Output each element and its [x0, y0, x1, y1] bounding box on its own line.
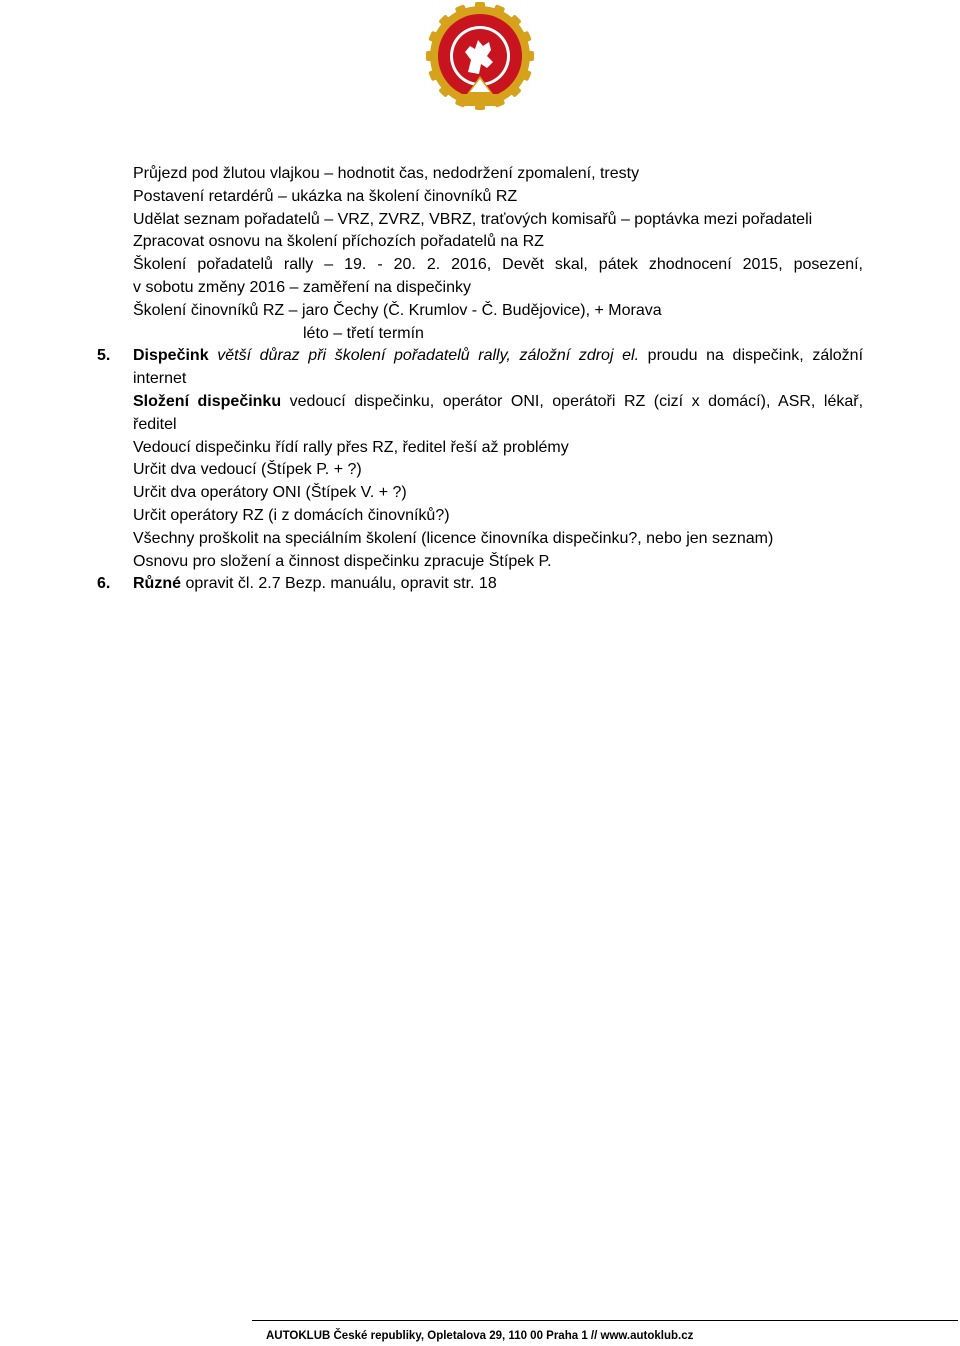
text-line — [0, 368, 960, 391]
item-5-number: 5. — [97, 347, 111, 365]
line-text: ředitel — [133, 415, 177, 433]
page-footer: AUTOKLUB České republiky, Opletalova 29, 110 00 Praha 1 // www.autoklub.cz — [266, 1330, 694, 1342]
line-text: Určit dva vedoucí (Štípek P. + ?) — [133, 461, 362, 479]
item-6-number: 6. — [97, 575, 111, 593]
line-text: v sobotu změny 2016 – zaměření na dispečinky — [133, 278, 471, 296]
text-line — [0, 551, 960, 574]
text-line — [0, 505, 960, 528]
autoklub-logo — [423, 2, 537, 114]
footer-divider — [252, 1320, 958, 1321]
line-text: Udělat seznam pořadatelů – VRZ, ZVRZ, VBRZ, traťových komisařů – poptávka mezi pořadateli — [133, 210, 813, 228]
text-line — [0, 186, 960, 209]
line-text: Průjezd pod žlutou vlajkou – hodnotit čas, nedodržení zpomalení, tresty — [133, 165, 640, 182]
line-text: Školení pořadatelů rally – 19. - 20. 2. 2016, Devět skal, pátek zhodnocení 2015, posezení, — [133, 256, 863, 274]
text-line — [0, 209, 960, 232]
text-line — [0, 459, 960, 482]
composition-text — [133, 391, 863, 414]
text-line — [0, 391, 960, 414]
line-text: Školení činovníků RZ – jaro Čechy (Č. Krumlov - Č. Budějovice), + Morava — [133, 301, 662, 319]
line-text: Všechny proškolit na speciálním školení (licence činovníka dispečinku?, nebo jen seznam) — [133, 529, 774, 547]
text-line — [0, 231, 960, 254]
text-line — [0, 323, 960, 346]
line-text: léto – třetí termín — [303, 324, 424, 342]
line-text: Určit dva operátory ONI (Štípek V. + ?) — [133, 484, 407, 502]
item-6-text — [133, 573, 497, 596]
text-line — [0, 163, 960, 186]
text-line — [0, 277, 960, 300]
item-5-heading: Dispečink — [133, 347, 209, 365]
text-line — [0, 254, 960, 277]
text-line — [0, 300, 960, 323]
line-text: Určit operátory RZ (i z domácích činovníků?) — [133, 506, 450, 524]
item-5-text — [133, 345, 863, 368]
document-body — [0, 163, 960, 596]
item-5-tail: proudu na dispečink, záložní — [647, 347, 864, 365]
line-text: internet — [133, 370, 187, 388]
item-5-emphasis: větší důraz při školení pořadatelů rally, záložní zdroj el. — [217, 347, 640, 365]
text-line — [0, 482, 960, 505]
item-6-line — [0, 573, 960, 596]
item-6-heading: Různé — [133, 575, 181, 593]
line-text: Vedoucí dispečinku řídí rally přes RZ, ředitel řeší až problémy — [133, 438, 569, 456]
text-line — [0, 528, 960, 551]
line-text: Osnovu pro složení a činnost dispečinku zpracuje Štípek P. — [133, 552, 552, 570]
text-line — [0, 437, 960, 460]
text-line — [0, 414, 960, 437]
composition-body: vedoucí dispečinku, operátor ONI, operátoři RZ (cizí x domácí), ASR, lékař, — [289, 392, 864, 410]
item-6-body: opravit čl. 2.7 Bezp. manuálu, opravit str. 18 — [185, 575, 497, 593]
line-text: Postavení retardérů – ukázka na školení činovníků RZ — [133, 187, 518, 205]
item-5-line — [0, 345, 960, 368]
composition-heading: Složení dispečinku — [133, 392, 282, 410]
line-text: Zpracovat osnovu na školení příchozích pořadatelů na RZ — [133, 233, 544, 251]
